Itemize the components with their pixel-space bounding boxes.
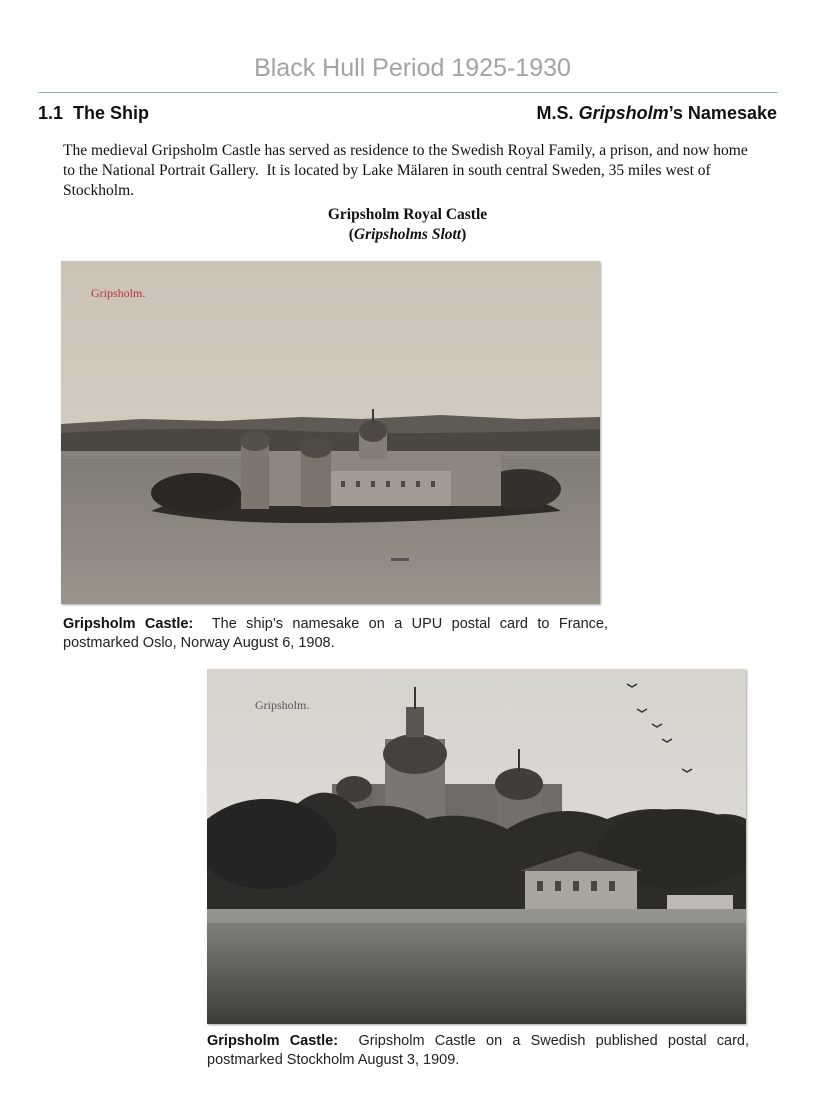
- intro-paragraph: The medieval Gripsholm Castle has served as residence to the Swedish Royal Family, a prison, and now home to the National Portrait Gallery. It is located by Lake Mälaren in south central Sweden, 35 miles west of Stockholm.: [63, 142, 752, 199]
- postcard-2-caption-title: Gripsholm Castle:: [207, 1033, 339, 1049]
- paren-open: (: [348, 226, 354, 243]
- postcard-1-caption-title: Gripsholm Castle:: [63, 616, 194, 632]
- postcard-2-caption-text: Gripsholm Castle on a Swedish published postal card, postmarked Stockholm August 3, 1909.: [207, 1033, 754, 1068]
- section-heading: 1.1 The Ship: [38, 103, 150, 123]
- page-title: Black Hull Period 1925-1930: [254, 54, 571, 82]
- section-subject-prefix: M.S.: [536, 103, 579, 123]
- postcard-2-image: [207, 669, 746, 1024]
- paren-close: ): [461, 226, 467, 243]
- postcard-1-image: [61, 261, 600, 604]
- postcard-2-caption: [207, 1032, 754, 1070]
- castle-subheading: [0, 205, 815, 245]
- postcard-1-caption: [63, 615, 613, 653]
- postcard-2-printed-label: Gripsholm.: [255, 698, 310, 712]
- section-subject-ship-name: Gripsholm: [578, 103, 669, 123]
- postcard-1-photo: [61, 261, 600, 604]
- section-subject: [537, 103, 777, 124]
- postcard-1-printed-label: Gripsholm.: [91, 286, 146, 300]
- castle-name-english: Gripsholm Royal Castle: [327, 206, 488, 223]
- title-divider: [38, 92, 778, 93]
- castle-name-swedish-text: Gripsholms Slott: [353, 226, 462, 243]
- section-subject-suffix: ’s Namesake: [668, 103, 777, 123]
- postcard-1-caption-text: The ship’s namesake on a UPU postal card to France, postmarked Oslo, Norway August 6, 1908.: [63, 616, 613, 651]
- postcard-2-photo: [207, 669, 746, 1024]
- castle-name-swedish: [0, 225, 815, 245]
